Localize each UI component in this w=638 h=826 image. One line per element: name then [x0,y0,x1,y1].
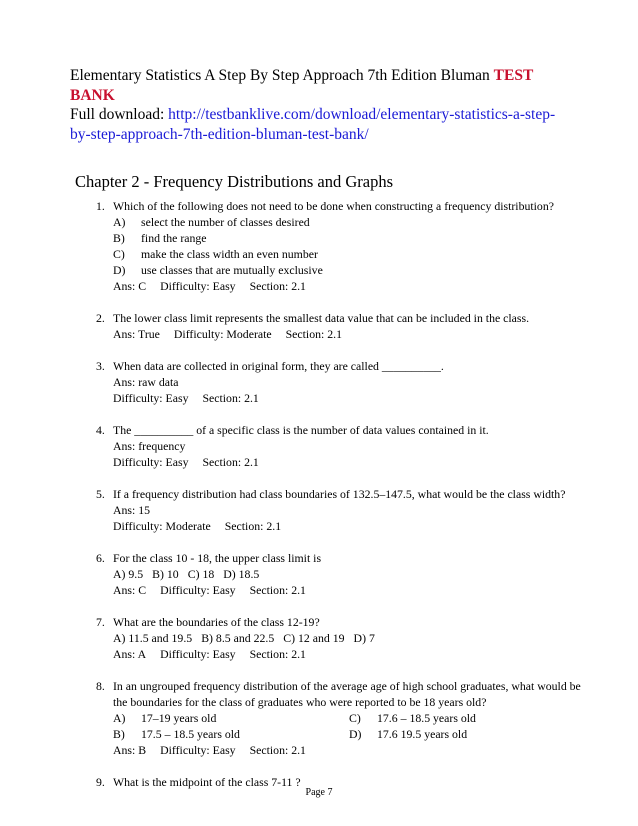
options-inline: A) 11.5 and 19.5 B) 8.5 and 22.5 C) 12 and 19 D) 7 [113,631,375,645]
options-row-2: B) 17.5 – 18.5 years old D) 17.6 19.5 years old [113,727,468,741]
document-header [70,66,570,144]
option-b: B) find the range [113,231,207,245]
chapter-heading: Chapter 2 - Frequency Distributions and Graphs [75,172,394,191]
question-text: If a frequency distribution had class boundaries of 132.5–147.5, what would be the class width? [113,487,566,501]
question-7 [96,614,576,662]
answer-line: Ans: C Difficulty: Easy Section: 2.1 [113,583,306,597]
answer-text: Ans: 15 [113,503,151,517]
question-number: 3. [96,359,105,373]
question-number: 8. [96,679,105,693]
question-text: What are the boundaries of the class 12-19? [113,615,320,629]
answer-text: Ans: frequency [113,439,186,453]
difficulty-line: Difficulty: Easy Section: 2.1 [113,455,259,469]
question-number: 5. [96,487,105,501]
question-3 [96,358,576,406]
difficulty-line: Difficulty: Moderate Section: 2.1 [113,519,282,533]
question-text: The lower class limit represents the smallest data value that can be included in the class. [113,311,530,325]
question-number: 1. [96,199,105,213]
answer-line: Ans: A Difficulty: Easy Section: 2.1 [113,647,306,661]
question-8 [96,678,581,758]
question-text: The __________ of a specific class is the number of data values contained in it. [113,423,489,437]
option-c: C) make the class width an even number [113,247,318,261]
question-number: 7. [96,615,105,629]
question-number: 2. [96,311,105,325]
question-2 [96,310,576,342]
question-number: 9. [96,775,105,789]
question-text: What is the midpoint of the class 7-11 ? [113,775,301,789]
download-link[interactable]: http://testbanklive.com/download/elementary-statistics-a-step-by-step-approach-7th-edition-bluman-test-bank/ [70,106,556,143]
question-text: For the class 10 - 18, the upper class limit is [113,551,322,565]
question-text: Which of the following does not need to be done when constructing a frequency distribution? [113,199,554,213]
difficulty-line: Difficulty: Easy Section: 2.1 [113,391,259,405]
question-number: 4. [96,423,105,437]
answer-line: Ans: True Difficulty: Moderate Section: 2.1 [113,327,342,341]
question-list [96,198,581,806]
answer-line: Ans: B Difficulty: Easy Section: 2.1 [113,743,306,757]
options-inline: A) 9.5 B) 10 C) 18 D) 18.5 [113,567,260,581]
question-text: In an ungrouped frequency distribution of the average age of high school graduates, what would be the boundaries for the class of graduates who were reported to be 18 years old? [113,679,581,709]
download-label: Full download: [70,106,165,123]
question-4 [96,422,576,470]
document-title: Elementary Statistics A Step By Step Approach 7th Edition Bluman [70,67,490,84]
option-a: A) select the number of classes desired [113,215,310,229]
question-1 [96,198,576,294]
answer-line: Ans: C Difficulty: Easy Section: 2.1 [113,279,306,293]
question-text: When data are collected in original form, they are called __________. [113,359,444,373]
question-5 [96,486,576,534]
page-number: Page 7 [305,787,333,798]
question-number: 6. [96,551,105,565]
option-d: D) use classes that are mutually exclusive [113,263,323,277]
test-bank-label: TEST BANK [70,67,533,104]
options-row-1: A) 17–19 years old C) 17.6 – 18.5 years old [113,711,476,725]
question-6 [96,550,576,598]
answer-text: Ans: raw data [113,375,179,389]
